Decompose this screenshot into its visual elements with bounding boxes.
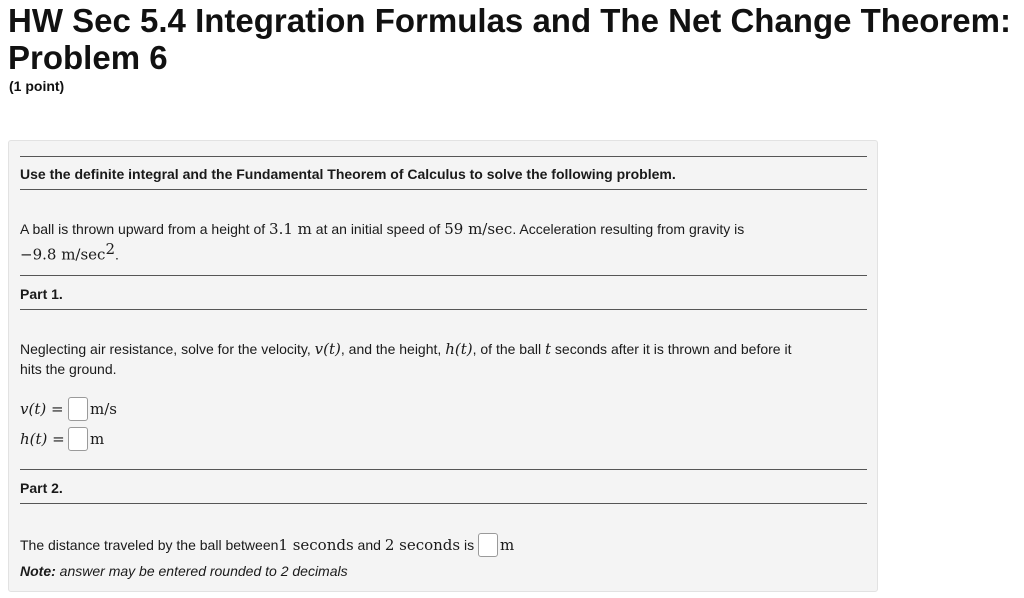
speed-value: 59	[444, 220, 464, 238]
page-title: HW Sec 5.4 Integration Formulas and The Net Change Theorem: Problem 6	[8, 2, 1011, 76]
problem-statement: A ball is thrown upward from a height of 3.1 m at an initial speed of 59 m/sec. Acceleration resulting from gravity is −9.8 $m/\sec^2$.	[20, 220, 745, 264]
instruction-text: Use the definite integral and the Fundamental Theorem of Calculus to solve the following problem.	[20, 166, 676, 182]
distance-unit: m	[499, 536, 515, 554]
problem-card	[8, 140, 878, 592]
note-label: Note:	[20, 563, 56, 579]
part1-question: Neglecting air resistance, solve for the velocity, v(t), and the height, h(t), of the ball t seconds after it is thrown and before it hits the ground.	[20, 340, 792, 377]
height-answer-row	[20, 425, 104, 453]
velocity-input[interactable]	[68, 397, 88, 421]
divider	[20, 503, 867, 504]
note-text: Note: answer may be entered rounded to 2 decimals	[20, 563, 348, 579]
velocity-lhs: v(t) =	[20, 400, 64, 418]
part1-label: Part 1.	[20, 286, 63, 302]
velocity-unit: m/s	[90, 400, 117, 418]
divider	[20, 275, 867, 276]
divider	[20, 469, 867, 470]
divider	[20, 309, 867, 310]
part2-label: Part 2.	[20, 480, 63, 496]
velocity-answer-row	[20, 395, 117, 423]
points-label: (1 point)	[9, 78, 65, 94]
start-time: 1 seconds	[278, 536, 354, 554]
height-value: 3.1	[269, 220, 293, 238]
distance-input[interactable]	[478, 533, 498, 557]
divider	[20, 156, 867, 157]
height-unit: m	[90, 430, 105, 448]
part2-question: The distance traveled by the ball between 1 seconds and 2 seconds is m	[20, 533, 514, 557]
end-time: 2 seconds	[384, 536, 461, 554]
height-input[interactable]	[68, 427, 88, 451]
height-lhs: h(t) =	[20, 430, 65, 448]
acceleration-value: −9.8 m/sec	[20, 245, 106, 264]
divider	[20, 189, 867, 190]
